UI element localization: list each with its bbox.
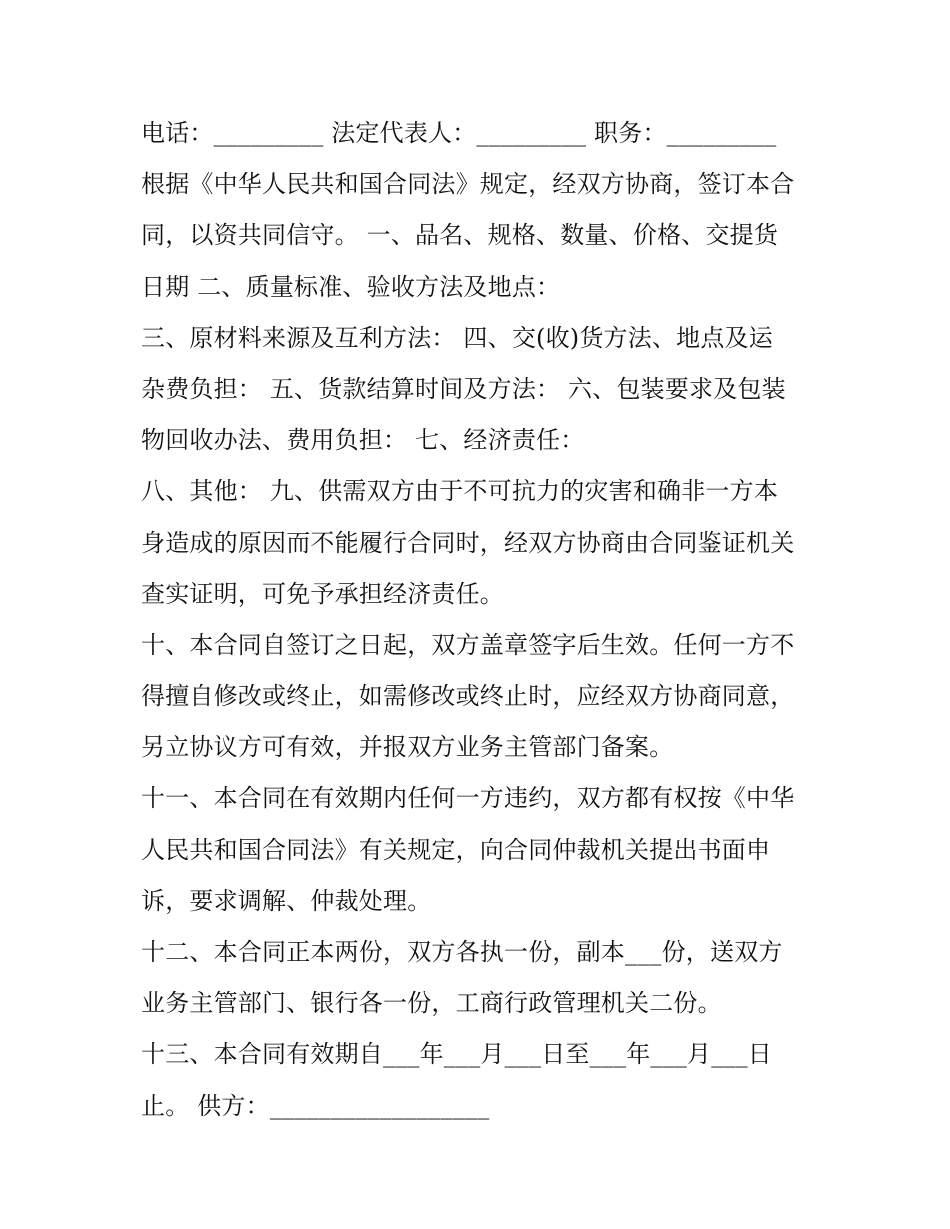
- text-line: 身造成的原因而不能履行合同时，经双方协商由合同鉴证机关: [141, 528, 795, 557]
- text-line: 十二、本合同正本两份，双方各执一份，副本___份，送双方: [141, 938, 783, 966]
- text-line: 人民共和国合同法》有关规定，向合同仲裁机关提出书面申: [141, 835, 771, 864]
- text-line-validity-period: 十三、本合同有效期自___年___月___日至___年___月___日: [141, 1040, 772, 1069]
- text-line: 同，以资共同信守。 一、品名、规格、数量、价格、交提货: [141, 221, 779, 250]
- text-line: 诉，要求调解、仲裁处理。: [141, 886, 432, 915]
- text-line: 得擅自修改或终止，如需修改或终止时，应经双方协商同意，: [141, 682, 795, 711]
- text-line: 物回收办法、费用负担： 七、经济责任：: [141, 426, 585, 455]
- text-line: 十一、本合同在有效期内任何一方违约，双方都有权按《中华: [141, 784, 795, 813]
- text-line: 杂费负担： 五、货款结算时间及方法： 六、包装要求及包装: [141, 374, 786, 403]
- text-line: 根据《中华人民共和国合同法》规定，经双方协商，签订本合: [141, 170, 795, 199]
- text-line-contact-fields: 电话：_________ 法定代表人：_________ 职务：_________: [141, 119, 777, 147]
- text-line: 查实证明，可免予承担经济责任。: [141, 579, 504, 608]
- text-line: 八、其他： 九、供需双方由于不可抗力的灾害和确非一方本: [141, 477, 779, 506]
- text-line-supplier-signature: 止。 供方：__________________: [141, 1091, 490, 1120]
- text-line: 日期 二、质量标准、验收方法及地点：: [141, 272, 561, 301]
- contract-body: [141, 108, 821, 1132]
- text-line: 另立协议方可有效，并报双方业务主管部门备案。: [141, 733, 674, 762]
- text-line: 十、本合同自签订之日起，双方盖章签字后生效。任何一方不: [141, 630, 795, 659]
- text-line: 三、原材料来源及互利方法： 四、交(收)货方法、地点及运: [141, 323, 773, 352]
- text-line: 业务主管部门、银行各一份，工商行政管理机关二份。: [141, 989, 722, 1018]
